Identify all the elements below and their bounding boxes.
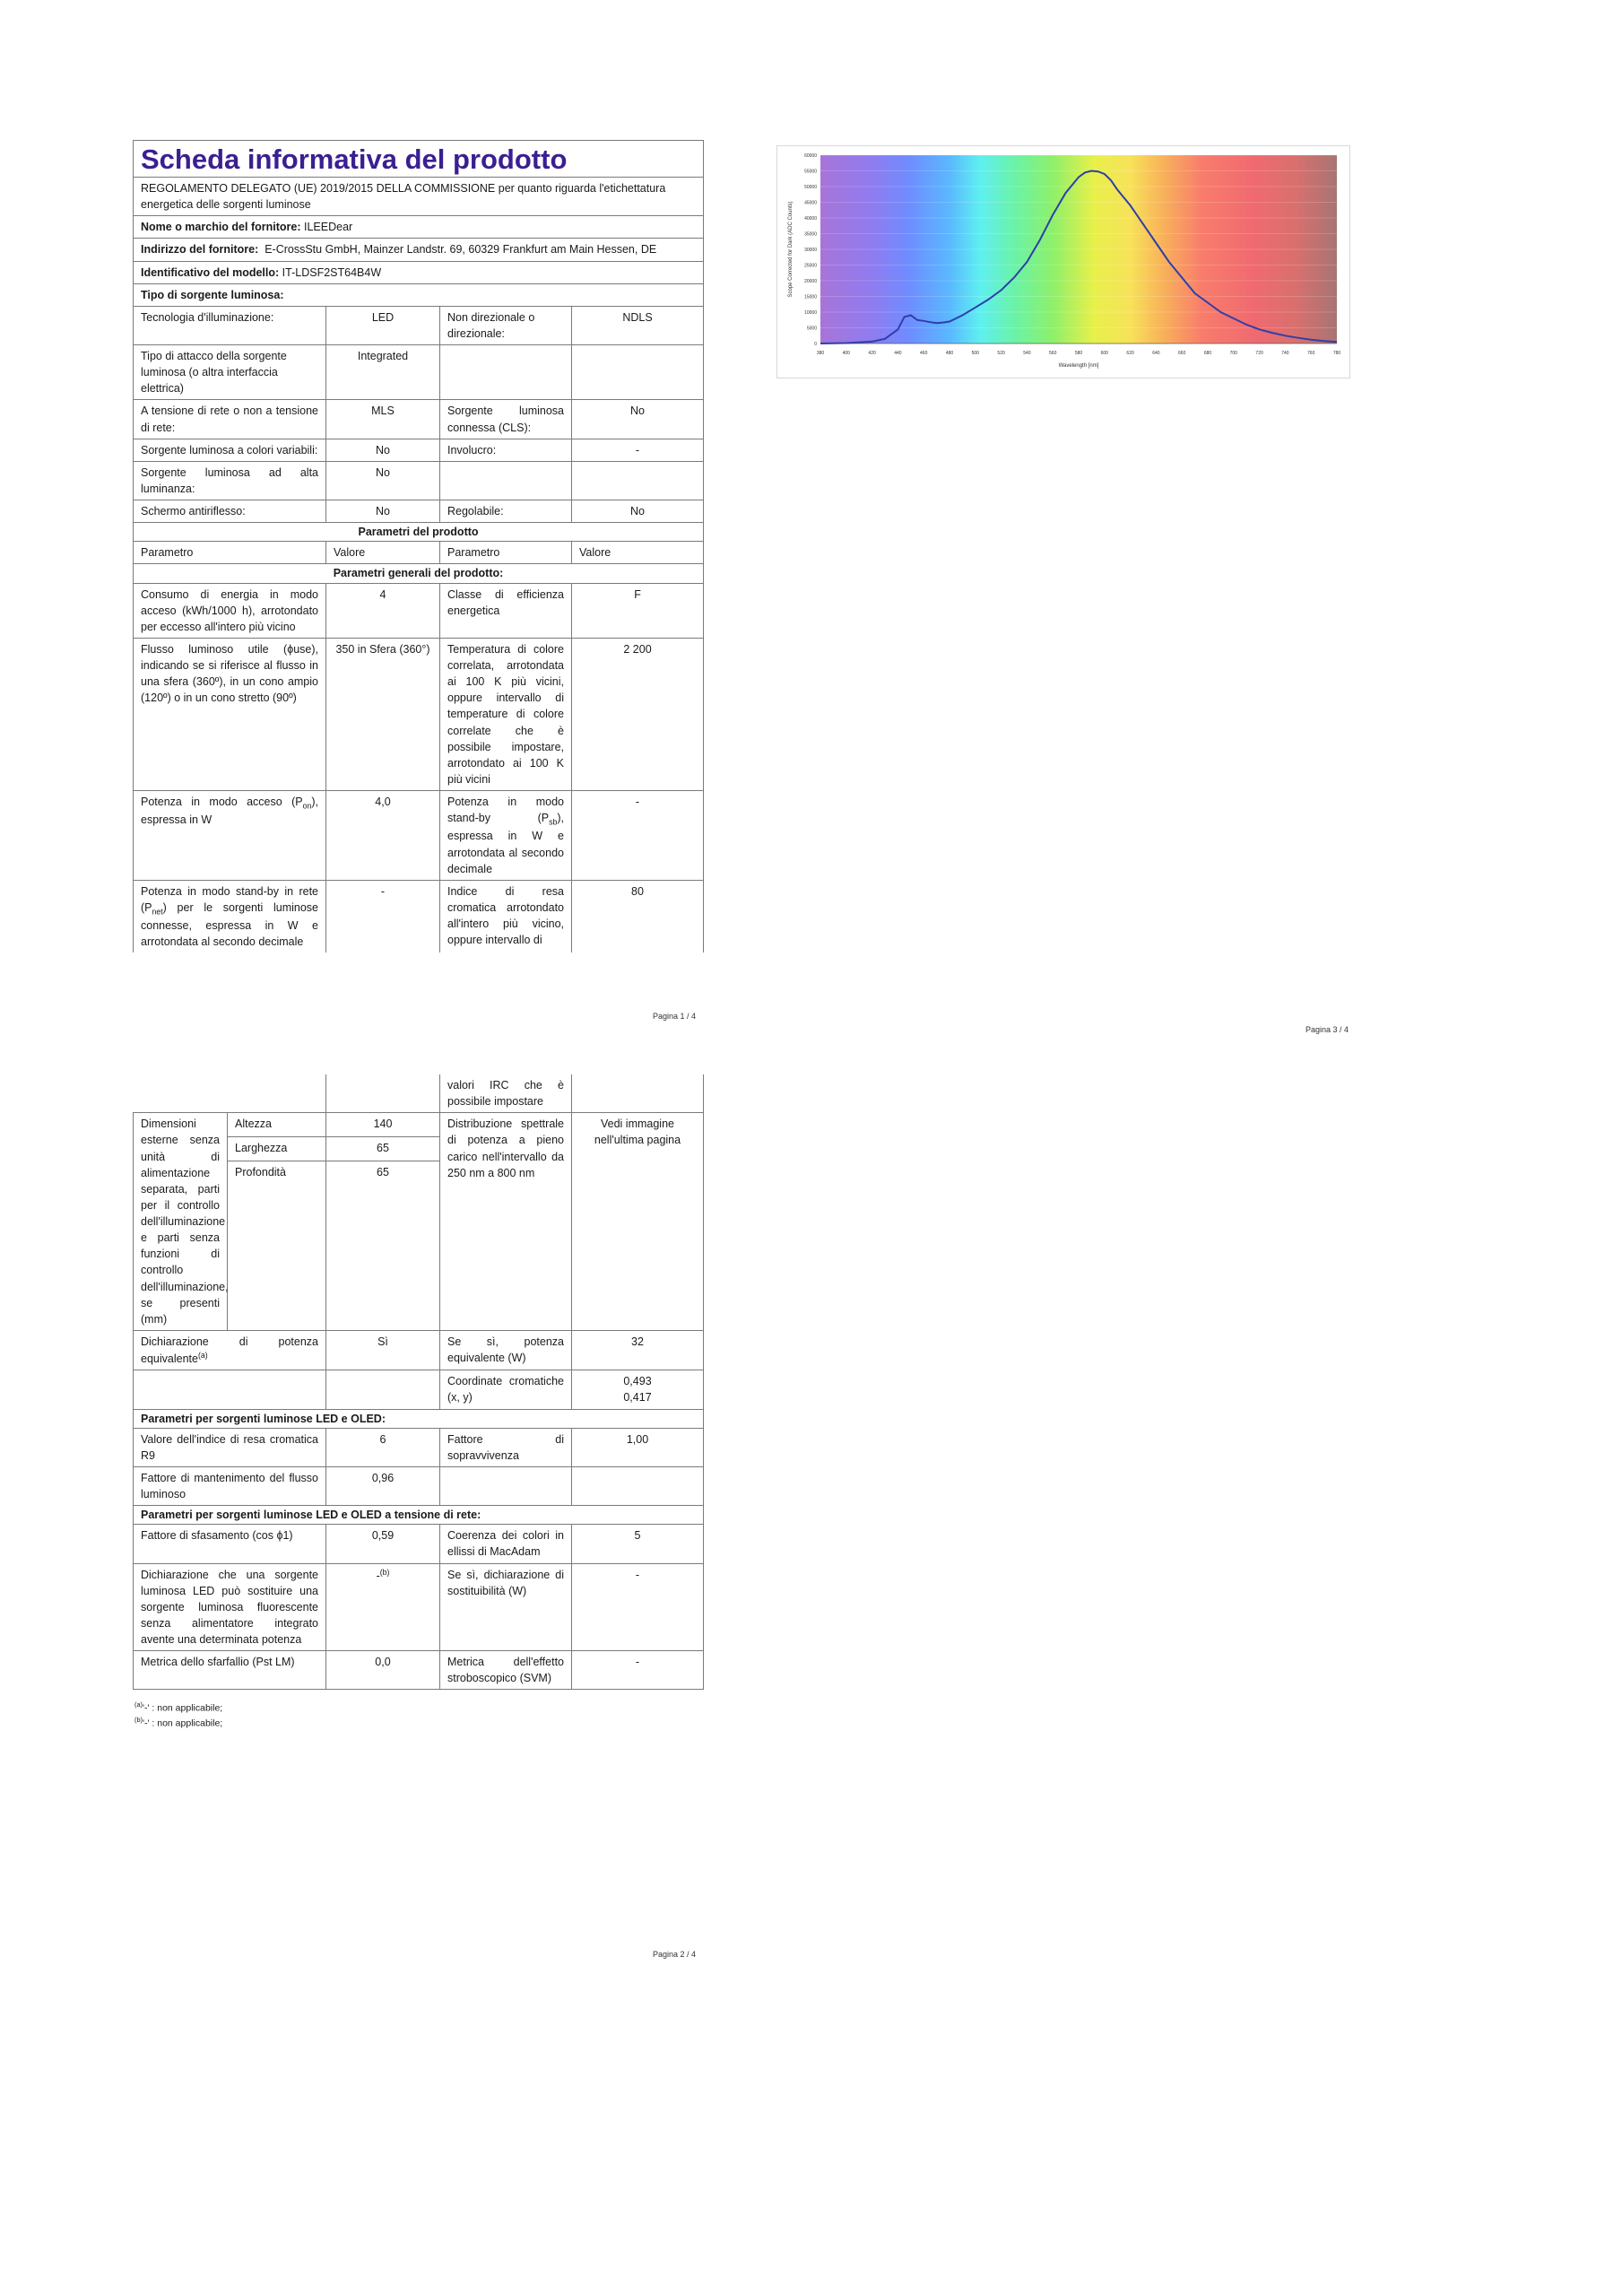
x-tick-label: 760 <box>1307 351 1315 356</box>
profondita-label: Profondità <box>228 1161 326 1330</box>
sopravvivenza-label: Fattore di sopravvivenza <box>440 1428 572 1466</box>
r9-value: 6 <box>326 1428 440 1466</box>
page-number-3: Pagina 3 / 4 <box>1305 1025 1349 1034</box>
attacco-label: Tipo di attacco della sorgente luminosa (o altra interfaccia elettrica) <box>134 345 326 400</box>
x-tick-label: 600 <box>1100 351 1108 356</box>
model-label: Identificativo del modello: <box>141 265 280 279</box>
sostituibilita-label: Se sì, dichiarazione di sostituibilità (W) <box>440 1563 572 1651</box>
net-standby-label: Potenza in modo stand-by in rete $(P_{net})$ per le sorgenti luminose connesse, espressa in W e arrotondata al secondo decimale <box>134 880 326 952</box>
potenza-on-value: 4,0 <box>326 791 440 881</box>
standby-label: Potenza in modo stand-by $(P_{sb})$, espressa in W e arrotondata al secondo decimale <box>440 791 572 881</box>
consumo-value: 4 <box>326 583 440 638</box>
dichiarazione-value: Sì <box>326 1330 440 1370</box>
mantenimento-label: Fattore di mantenimento del flusso luminoso <box>134 1466 326 1505</box>
dimensioni-label: Dimensioni esterne senza unità di alimentazione separata, parti per il controllo dell'illuminazione e parti senza funzioni di controllo dell'illuminazione, se presenti (mm) <box>134 1113 228 1331</box>
y-tick-label: 60000 <box>804 153 817 159</box>
y-tick-label: 40000 <box>804 216 817 222</box>
param-col-header: Parametro <box>134 542 326 564</box>
x-tick-label: 500 <box>971 351 979 356</box>
flusso-label: Flusso luminoso utile (ϕuse), indicando se si riferisce al flusso in una sfera (360º), in un cono ampio (120º) o in un cono stretto (90º) <box>134 638 326 790</box>
tensione-label: A tensione di rete o non a tensione di rete: <box>134 400 326 439</box>
y-tick-label: 20000 <box>804 279 817 284</box>
product-params-heading: Parametri del prodotto <box>134 523 704 542</box>
y-tick-label: 0 <box>814 342 817 347</box>
y-tick-label: 55000 <box>804 169 817 175</box>
resa-label: Indice di resa cromatica arrotondato all'intero più vicino, oppure intervallo di <box>440 880 572 952</box>
x-tick-label: 380 <box>816 351 825 356</box>
classe-value: F <box>572 583 704 638</box>
sostituzione-label: Dichiarazione che una sorgente luminosa LED può sostituire una sorgente luminosa fluorescente senza alimentatore integrato avente una determinata potenza <box>134 1563 326 1651</box>
temperatura-value: 2 200 <box>572 638 704 790</box>
x-tick-label: 740 <box>1281 351 1289 356</box>
consumo-label: Consumo di energia in modo acceso (kWh/1000 h), arrotondato per eccesso all'intero più vicino <box>134 583 326 638</box>
x-tick-label: 520 <box>997 351 1005 356</box>
param-col-header-2: Parametro <box>440 542 572 564</box>
sfasamento-label: Fattore di sfasamento (cos ϕ1) <box>134 1525 326 1563</box>
x-tick-label: 480 <box>945 351 954 356</box>
y-tick-label: 45000 <box>804 200 817 206</box>
resa-value: 80 <box>572 880 704 952</box>
x-tick-label: 580 <box>1074 351 1083 356</box>
macadam-label: Coerenza dei colori in ellissi di MacAdam <box>440 1525 572 1563</box>
potenza-equiv-label: Se sì, potenza equivalente (W) <box>440 1330 572 1370</box>
x-tick-label: 640 <box>1152 351 1160 356</box>
distribuzione-value: Vedi immagine nell'ultima pagina <box>572 1113 704 1331</box>
x-tick-label: 780 <box>1332 351 1341 356</box>
x-tick-label: 720 <box>1255 351 1263 356</box>
supplier-name-row <box>134 216 704 239</box>
y-tick-label: 25000 <box>804 263 817 269</box>
sfarfallio-label: Metrica dello sfarfallio (Pst LM) <box>134 1651 326 1690</box>
larghezza-value: 65 <box>326 1137 440 1161</box>
y-axis-label: Scope Corrected for Dark (ADC Counts) <box>788 201 794 298</box>
x-axis-label: Wavelength [nm] <box>1058 363 1099 369</box>
y-tick-label: 10000 <box>804 310 817 316</box>
supplier-name-value: ILEEDear <box>303 221 353 234</box>
resa-label-cont: valori IRC che è possibile impostare <box>440 1074 572 1113</box>
x-tick-label: 540 <box>1023 351 1031 356</box>
schermo-value: No <box>326 500 440 523</box>
model-row <box>134 261 704 283</box>
spectrum-chart-frame <box>776 145 1350 378</box>
supplier-address-label: Indirizzo del fornitore: <box>141 243 259 257</box>
altezza-label: Altezza <box>228 1113 326 1137</box>
tecnologia-label: Tecnologia d'illuminazione: <box>134 306 326 344</box>
distribuzione-label: Distribuzione spettrale di potenza a pieno carico nell'intervallo da 250 nm a 800 nm <box>440 1113 572 1331</box>
connessa-value: No <box>572 400 704 439</box>
model-value: IT-LDSF2ST64B4W <box>282 265 382 279</box>
y-tick-label: 15000 <box>804 294 817 300</box>
spectrum-chart <box>777 146 1349 378</box>
alta-luminanza-label: Sorgente luminosa ad alta luminanza: <box>134 461 326 500</box>
attacco-value: Integrated <box>326 345 440 400</box>
schermo-label: Schermo antiriflesso: <box>134 500 326 523</box>
mantenimento-value: 0,96 <box>326 1466 440 1505</box>
footnote-a: $^{(a)}$'-' : non applicabile; <box>134 1700 223 1714</box>
non-direzionale-label: Non direzionale o direzionale: <box>440 306 572 344</box>
flusso-value: 350 in Sfera (360°) <box>326 638 440 790</box>
net-standby-value: - <box>326 880 440 952</box>
page-number-1: Pagina 1 / 4 <box>653 1012 697 1021</box>
potenza-on-label: Potenza in modo acceso $(P_{on})$, espressa in W <box>134 791 326 881</box>
involucro-value: - <box>572 439 704 461</box>
page-number-2: Pagina 2 / 4 <box>653 1950 697 1959</box>
y-tick-label: 50000 <box>804 185 817 190</box>
x-tick-label: 420 <box>868 351 876 356</box>
x-tick-label: 560 <box>1049 351 1057 356</box>
r9-label: Valore dell'indice di resa cromatica R9 <box>134 1428 326 1466</box>
footnotes <box>134 1700 222 1730</box>
general-params-heading: Parametri generali del prodotto: <box>134 564 704 583</box>
supplier-address-row <box>134 239 704 261</box>
macadam-value: 5 <box>572 1525 704 1563</box>
y-tick-label: 5000 <box>806 326 817 332</box>
sopravvivenza-value: 1,00 <box>572 1428 704 1466</box>
temperatura-label: Temperatura di colore correlata, arrotondata ai 100 K più vicini, oppure intervallo di temperature di colore correlate che è possibile impostare, arrotondato ai 100 K più vicini <box>440 638 572 790</box>
regolabile-label: Regolabile: <box>440 500 572 523</box>
stroboscopico-value: - <box>572 1651 704 1690</box>
involucro-label: Involucro: <box>440 439 572 461</box>
value-col-header-2: Valore <box>572 542 704 564</box>
tensione-value: MLS <box>326 400 440 439</box>
dichiarazione-label: Dichiarazione di potenza equivalente$^{(a)}$ <box>134 1330 326 1370</box>
supplier-address-value: E-CrossStu GmbH, Mainzer Landstr. 69, 60329 Frankfurt am Main Hessen, DE <box>265 243 657 257</box>
non-direzionale-value: NDLS <box>572 306 704 344</box>
product-info-table-page2 <box>133 1074 704 1690</box>
page-title: Scheda informativa del prodotto <box>134 141 704 178</box>
x-tick-label: 400 <box>842 351 850 356</box>
x-tick-label: 680 <box>1203 351 1212 356</box>
sfarfallio-value: 0,0 <box>326 1651 440 1690</box>
coordinate-label: Coordinate cromatiche (x, y) <box>440 1370 572 1409</box>
colori-label: Sorgente luminosa a colori variabili: <box>134 439 326 461</box>
connessa-label: Sorgente luminosa connessa (CLS): <box>440 400 572 439</box>
x-tick-label: 440 <box>894 351 902 356</box>
supplier-name-label: Nome o marchio del fornitore: <box>141 221 301 234</box>
sfasamento-value: 0,59 <box>326 1525 440 1563</box>
coordinate-value: 0,493 0,417 <box>572 1370 704 1409</box>
tecnologia-value: LED <box>326 306 440 344</box>
sostituibilita-value: - <box>572 1563 704 1651</box>
source-type-heading: Tipo di sorgente luminosa: <box>134 283 704 306</box>
x-tick-label: 460 <box>920 351 928 356</box>
x-tick-label: 660 <box>1178 351 1186 356</box>
profondita-value: 65 <box>326 1161 440 1330</box>
colori-value: No <box>326 439 440 461</box>
footnote-b: $^{(b)}$'-' : non applicabile; <box>134 1715 223 1729</box>
potenza-equiv-value: 32 <box>572 1330 704 1370</box>
led-rete-params-heading: Parametri per sorgenti luminose LED e OLED a tensione di rete: <box>134 1506 704 1525</box>
x-tick-label: 620 <box>1126 351 1134 356</box>
classe-label: Classe di efficienza energetica <box>440 583 572 638</box>
x-tick-label: 700 <box>1229 351 1237 356</box>
standby-value: - <box>572 791 704 881</box>
regulation-text: REGOLAMENTO DELEGATO (UE) 2019/2015 DELLA COMMISSIONE per quanto riguarda l'etichettatura energetica delle sorgenti luminose <box>134 178 704 216</box>
stroboscopico-label: Metrica dell'effetto stroboscopico (SVM) <box>440 1651 572 1690</box>
alta-luminanza-value: No <box>326 461 440 500</box>
y-tick-label: 35000 <box>804 231 817 238</box>
regolabile-value: No <box>572 500 704 523</box>
value-col-header: Valore <box>326 542 440 564</box>
y-tick-label: 30000 <box>804 248 817 253</box>
larghezza-label: Larghezza <box>228 1137 326 1161</box>
altezza-value: 140 <box>326 1113 440 1137</box>
product-info-table-page1 <box>133 140 704 952</box>
sostituzione-value: -$^{(b)}$ <box>326 1563 440 1651</box>
led-params-heading: Parametri per sorgenti luminose LED e OLED: <box>134 1409 704 1428</box>
